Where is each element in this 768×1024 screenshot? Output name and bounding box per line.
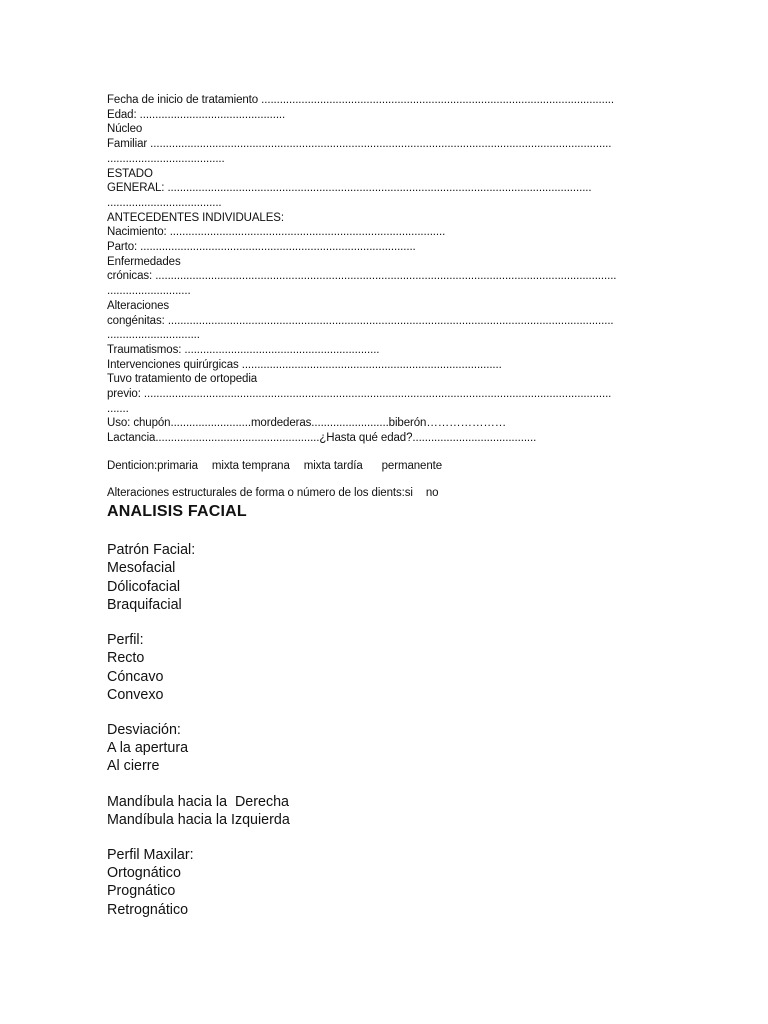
alteraciones-estructurales-row bbox=[107, 486, 662, 501]
alteraciones-option-no: no bbox=[425, 486, 439, 499]
denticion-option-primaria: primaria bbox=[157, 459, 198, 472]
patron-option-dolicofacial: Dólicofacial bbox=[107, 578, 181, 595]
lactancia-field: Lactancia.....................................................¿Hasta qué edad?........................................ bbox=[107, 432, 537, 445]
mandibula-group bbox=[107, 793, 662, 829]
tuvo-tratamiento-label: Tuvo tratamiento de ortopedia bbox=[107, 373, 258, 386]
enfermedades-label: Enfermedades bbox=[107, 255, 181, 268]
patron-facial-group bbox=[107, 541, 662, 614]
patron-option-braquifacial: Braquifacial bbox=[107, 596, 182, 613]
fecha-inicio-field: Fecha de inicio de tratamiento .................................................................................................................. bbox=[107, 94, 614, 106]
previo-field: previo: ....................................................................................................................................................... bbox=[107, 388, 612, 401]
traumatismos-field: Traumatismos: ............................................................... bbox=[107, 343, 380, 356]
perfil-maxilar-option-ortognatico: Ortognático bbox=[107, 865, 181, 882]
patron-facial-label: Patrón Facial: bbox=[107, 542, 196, 559]
patron-option-mesofacial: Mesofacial bbox=[107, 560, 176, 577]
cronicas-field: crónicas: ..................................................................................................................................................... bbox=[107, 270, 617, 283]
nucleo-label: Núcleo bbox=[107, 123, 143, 136]
mandibula-option-derecha: Mandíbula hacia la Derecha bbox=[107, 793, 289, 810]
parto-field: Parto: ......................................................................................... bbox=[107, 241, 416, 254]
denticion-option-mixta-tardia: mixta tardía bbox=[303, 459, 363, 472]
alteraciones-option-si: si bbox=[404, 486, 413, 499]
desviacion-option-apertura: A la apertura bbox=[107, 740, 189, 757]
congenitas-field-continuation: .............................. bbox=[107, 329, 200, 342]
denticion-option-permanente: permanente bbox=[381, 459, 443, 472]
perfil-option-convexo: Convexo bbox=[107, 686, 164, 703]
perfil-maxilar-option-retrognatico: Retrognático bbox=[107, 901, 189, 918]
nacimiento-field: Nacimiento: ......................................................................................... bbox=[107, 226, 446, 239]
perfil-option-recto: Recto bbox=[107, 650, 145, 667]
congenitas-field: congénitas: ................................................................................................................................................ bbox=[107, 314, 614, 327]
general-field-continuation: ..................................... bbox=[107, 196, 222, 209]
perfil-maxilar-group bbox=[107, 846, 662, 919]
alteraciones-estructurales-label: Alteraciones estructurales de forma o número de los dients: bbox=[107, 486, 405, 499]
desviacion-label: Desviación: bbox=[107, 721, 181, 738]
document-page bbox=[107, 93, 662, 919]
edad-field: Edad: ............................................... bbox=[107, 108, 286, 121]
spacer bbox=[107, 474, 662, 486]
familiar-field-continuation: ...................................... bbox=[107, 152, 225, 165]
general-field: GENERAL: ......................................................................................................................................... bbox=[107, 182, 592, 195]
previo-field-continuation: ....... bbox=[107, 402, 129, 415]
perfil-maxilar-label: Perfil Maxilar: bbox=[107, 846, 194, 863]
perfil-label: Perfil: bbox=[107, 632, 144, 649]
analisis-facial-heading: ANALISIS FACIAL bbox=[107, 503, 247, 521]
alteraciones-label: Alteraciones bbox=[107, 299, 170, 312]
perfil-group bbox=[107, 631, 662, 704]
denticion-label: Denticion: bbox=[107, 459, 158, 472]
mandibula-option-izquierda: Mandíbula hacia la Izquierda bbox=[107, 811, 290, 828]
denticion-option-mixta-temprana: mixta temprana bbox=[211, 459, 290, 472]
desviacion-option-cierre: Al cierre bbox=[107, 758, 160, 775]
familiar-field: Familiar ..................................................................................................................................................... bbox=[107, 138, 612, 151]
perfil-option-concavo: Cóncavo bbox=[107, 668, 164, 685]
denticion-row bbox=[107, 459, 662, 474]
estado-label: ESTADO bbox=[107, 167, 153, 180]
desviacion-group bbox=[107, 721, 662, 776]
perfil-maxilar-option-prognatico: Prognático bbox=[107, 883, 176, 900]
uso-field: Uso: chupón..........................mordederas.........................biberón………………… bbox=[107, 417, 507, 430]
intervenciones-field: Intervenciones quirúrgicas .................................................................................... bbox=[107, 358, 502, 371]
spacer bbox=[107, 446, 662, 459]
antecedentes-heading: ANTECEDENTES INDIVIDUALES: bbox=[107, 211, 284, 224]
cronicas-field-continuation: ........................... bbox=[107, 285, 191, 298]
